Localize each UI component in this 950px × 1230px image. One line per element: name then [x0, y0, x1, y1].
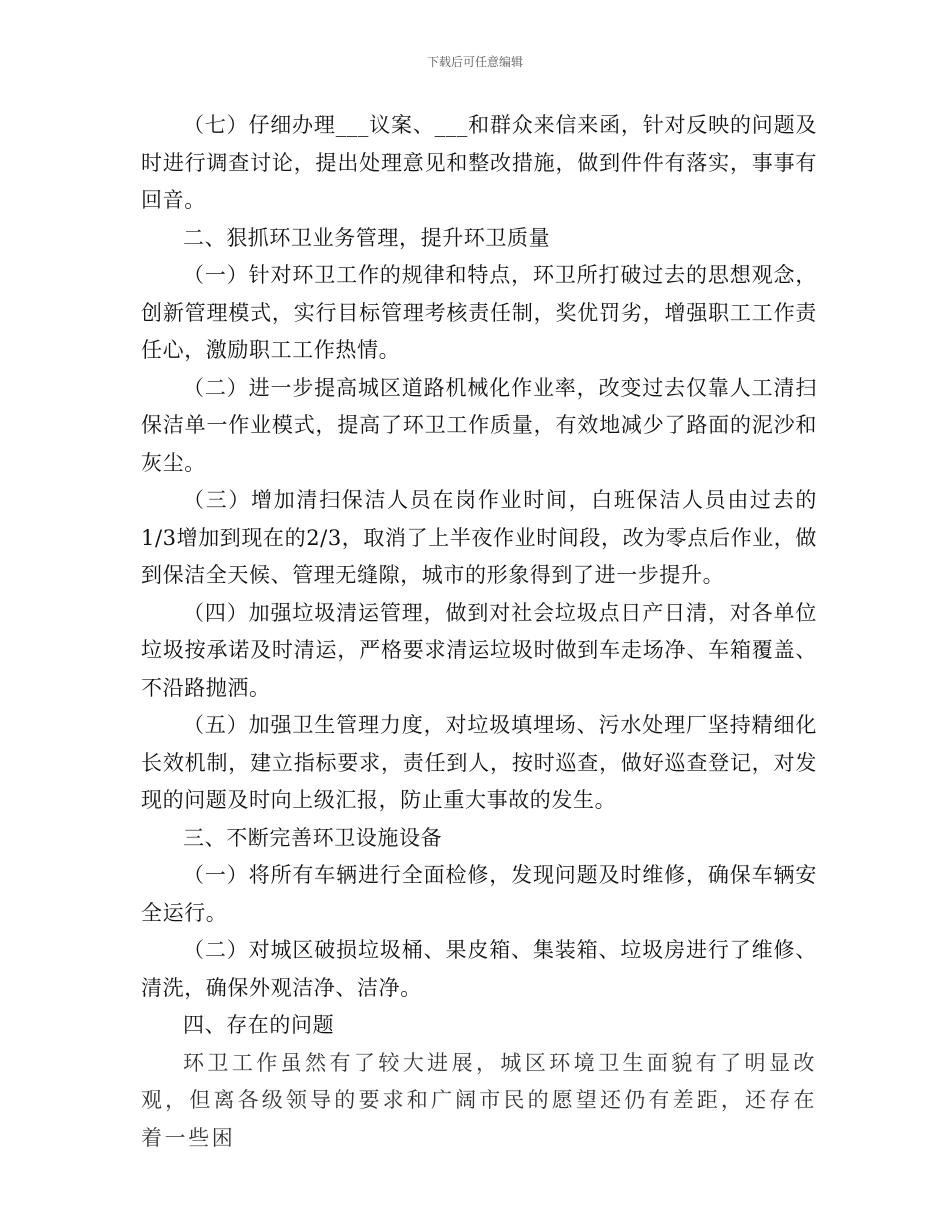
paragraph-facility-repair: （二）对城区破损垃圾桶、果皮箱、集装箱、垃圾房进行了维修、清洗，确保外观洁净、洁净。 [141, 938, 817, 1000]
section-heading-2: 二、狠抓环卫业务管理，提升环卫质量 [183, 225, 551, 250]
section-heading-3: 三、不断完善环卫设施设备 [183, 825, 443, 850]
page-header: 下载后可任意编辑 [426, 55, 523, 69]
paragraph-management-mode: （一）针对环卫工作的规律和特点，环卫所打破过去的思想观念，创新管理模式，实行目标管理考核责任制，奖优罚劣，增强职工工作责任心，激励职工工作热情。 [141, 263, 817, 362]
paragraph-7-motions: （七）仔细办理___议案、___和群众来信来函，针对反映的问题及时进行调查讨论，提出处理意见和整改措施，做到件件有落实，事事有回音。 [141, 113, 817, 212]
paragraph-problems: 环卫工作虽然有了较大进展，城区环境卫生面貌有了明显改观，但离各级领导的要求和广阔市民的愿望还仍有差距，还存在着一些困 [141, 1050, 817, 1150]
paragraph-sanitation-management: （五）加强卫生管理力度，对垃圾填埋场、污水处理厂坚持精细化长效机制，建立指标要求，责任到人，按时巡查，做好巡查登记，对发现的问题及时向上级汇报，防止重大事故的发生。 [141, 713, 817, 812]
paragraph-garbage-removal: （四）加强垃圾清运管理，做到对社会垃圾点日产日清，对各单位垃圾按承诺及时清运，严格要求清运垃圾时做到车走场净、车箱覆盖、不沿路抛洒。 [141, 600, 817, 700]
section-heading-4: 四、存在的问题 [183, 1013, 335, 1037]
paragraph-cleaning-hours: （三）增加清扫保洁人员在岗作业时间，白班保洁人员由过去的1/3增加到现在的2/3，取消了上半夜作业时间段，改为零点后作业，做到保洁全天候、管理无缝隙，城市的形象得到了进一步提升。 [141, 488, 817, 587]
paragraph-vehicle-maintenance: （一）将所有车辆进行全面检修，发现问题及时维修，确保车辆安全运行。 [141, 863, 817, 925]
document-body [141, 107, 817, 1157]
paragraph-mechanization: （二）进一步提高城区道路机械化作业率，改变过去仅靠人工清扫保洁单一作业模式，提高了环卫工作质量，有效地减少了路面的泥沙和灰尘。 [141, 375, 817, 475]
